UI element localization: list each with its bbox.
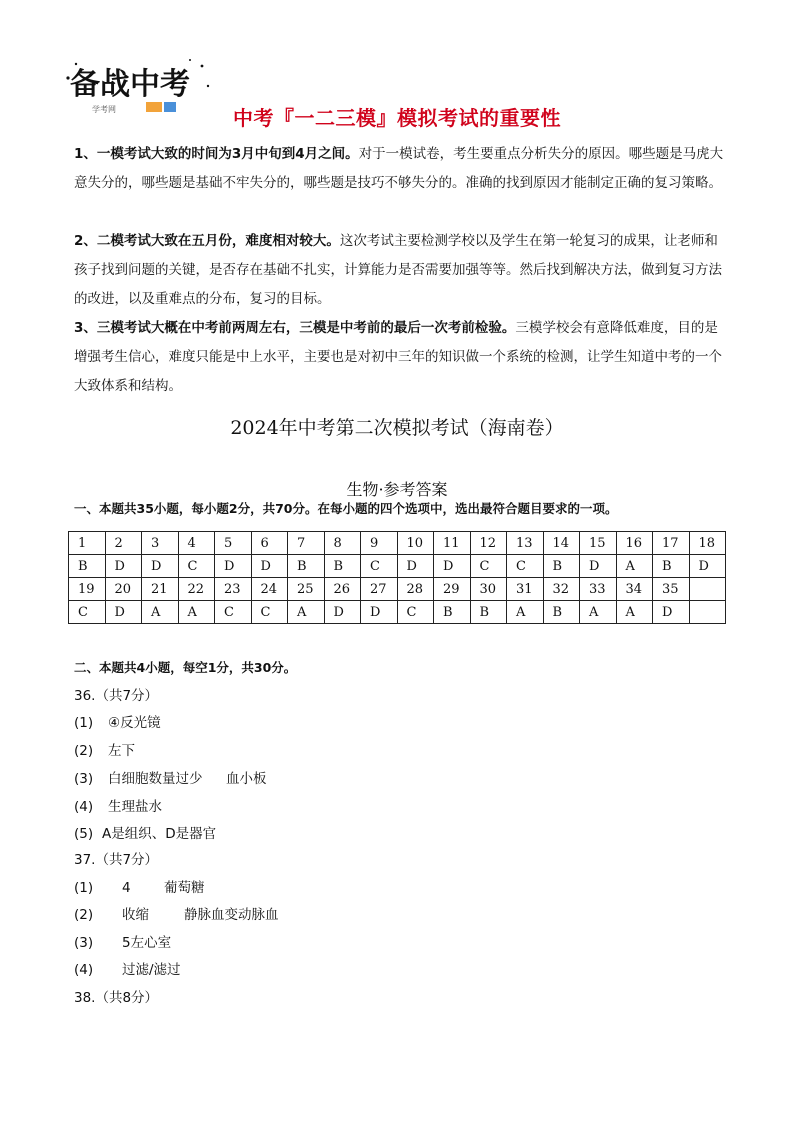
q36-item-3: [74, 767, 267, 787]
question-number-cell: 12: [470, 532, 507, 555]
answer-cell: D: [434, 555, 471, 578]
question-number-cell: 5: [215, 532, 252, 555]
item-number: (4): [74, 799, 94, 815]
question-number-cell: 9: [361, 532, 398, 555]
answer-a: 5左心室: [122, 935, 172, 951]
question-number-cell: 25: [288, 578, 325, 601]
paragraph-2: [74, 227, 724, 314]
answer-cell: D: [361, 601, 398, 624]
answer-b: 静脉血变动脉血: [184, 907, 279, 923]
paragraph-2-lead: 2、二模考试大致在五月份，难度相对较大。: [74, 233, 340, 249]
document-subtitle: 生物·参考答案: [346, 480, 448, 499]
item-number: (4): [74, 962, 94, 978]
question-number-cell: 15: [580, 532, 617, 555]
section-2-heading: 二、本题共4小题，每空1分，共30分。: [74, 660, 297, 675]
logo-text: 备战中考: [70, 67, 190, 102]
paragraph-1-lead: 1、一模考试大致的时间为3月中旬到4月之间。: [74, 146, 359, 162]
question-number-cell: 30: [470, 578, 507, 601]
question-number-cell: 22: [178, 578, 215, 601]
question-number-cell: 13: [507, 532, 544, 555]
q36-item-4: [74, 795, 162, 815]
question-number-cell: 18: [689, 532, 726, 555]
question-number-cell: 1: [69, 532, 106, 555]
item-number: (3): [74, 771, 94, 787]
document-title: 2024年中考第二次模拟考试（海南卷）: [230, 417, 564, 439]
answer-cell: C: [178, 555, 215, 578]
answer-table-row: [69, 601, 726, 624]
banner-title: 中考『一二三模』模拟考试的重要性: [233, 106, 561, 130]
answer-cell: B: [543, 555, 580, 578]
answer-a: 过滤/滤过: [122, 962, 181, 978]
answer-cell: C: [251, 601, 288, 624]
answer-cell: A: [580, 601, 617, 624]
question-number-cell: 6: [251, 532, 288, 555]
question-number-cell: 11: [434, 532, 471, 555]
answer-cell: D: [142, 555, 179, 578]
answer-cell: A: [507, 601, 544, 624]
question-number-cell: 4: [178, 532, 215, 555]
answer-cell: D: [324, 601, 361, 624]
answer-cell: C: [69, 601, 106, 624]
answer-cell: D: [105, 555, 142, 578]
item-number: (2): [74, 743, 94, 759]
paragraph-1: [74, 140, 724, 198]
paragraph-3-lead: 3、三模考试大概在中考前两周左右，三模是中考前的最后一次考前检验。: [74, 320, 516, 336]
answer-cell: C: [507, 555, 544, 578]
q37-item-1: [74, 876, 205, 896]
question-number-cell: 10: [397, 532, 434, 555]
answer-cell: B: [69, 555, 106, 578]
paragraph-2-body: 这次考试主要检测学校以及学生在第一轮复习的成果，让老师和孩子找到问题的关键，是否存在基础不扎实，计算能力是否需要加强等等。然后找到解决方法，做到复习方法的改进，以及重难点的分布，复习的目标。: [74, 233, 722, 307]
question-number-cell: [689, 578, 726, 601]
answer-cell: C: [397, 601, 434, 624]
question-number-cell: 14: [543, 532, 580, 555]
answer-a: 4: [122, 880, 131, 896]
answer-cell: D: [251, 555, 288, 578]
answer-cell: A: [142, 601, 179, 624]
question-number-cell: 2: [105, 532, 142, 555]
answer-cell: A: [178, 601, 215, 624]
question-number-cell: 35: [653, 578, 690, 601]
answer-cell: D: [689, 555, 726, 578]
answer-cell: D: [105, 601, 142, 624]
section-1-heading: 一、本题共35小题，每小题2分，共70分。在每小题的四个选项中，选出最符合题目要求的一项。: [74, 501, 618, 516]
item-number: (1): [74, 715, 94, 731]
paragraph-3-body: 三模学校会有意降低难度，目的是增强考生信心，难度只能是中上水平，主要也是对初中三年的知识做一个系统的检测，让学生知道中考的一个大致体系和结构。: [74, 320, 722, 394]
answer-cell: D: [580, 555, 617, 578]
question-number-cell: 27: [361, 578, 398, 601]
question-number-cell: 26: [324, 578, 361, 601]
question-number-cell: 24: [251, 578, 288, 601]
q36-item-1: [74, 711, 161, 731]
answer-cell: D: [215, 555, 252, 578]
answer-b: 葡萄糖: [164, 880, 205, 896]
q37-item-3: [74, 931, 171, 951]
answer-cell: A: [288, 601, 325, 624]
answer-cell: B: [653, 555, 690, 578]
answer-cell: [689, 601, 726, 624]
item-number: (3): [74, 935, 94, 951]
answer-cell: D: [397, 555, 434, 578]
item-number: (1): [74, 880, 94, 896]
question-number-cell: 7: [288, 532, 325, 555]
q37-item-2: [74, 903, 279, 923]
answer-table-row: [69, 578, 726, 601]
paragraph-1-body: 对于一模试卷，考生要重点分析失分的原因。哪些题是马虎大意失分的，哪些题是基础不牢失分的，哪些题是技巧不够失分的。准确的找到原因才能制定正确的复习策略。: [74, 146, 724, 191]
q36-item-5: [74, 822, 216, 842]
logo-subtext: 学考网: [92, 105, 116, 114]
item-number: (2): [74, 907, 94, 923]
answer-a: 生理盐水: [108, 799, 162, 815]
question-number-cell: 20: [105, 578, 142, 601]
answer-b: 血小板: [226, 771, 267, 787]
question-number-cell: 29: [434, 578, 471, 601]
question-number-cell: 34: [616, 578, 653, 601]
q36-header: 36.（共7分）: [74, 688, 159, 704]
answer-cell: B: [434, 601, 471, 624]
question-number-cell: 16: [616, 532, 653, 555]
answer-a: 左下: [108, 743, 135, 759]
question-number-cell: 3: [142, 532, 179, 555]
answer-a: ④反光镜: [108, 715, 161, 731]
answer-table-row: [69, 555, 726, 578]
question-number-cell: 21: [142, 578, 179, 601]
answer-cell: C: [361, 555, 398, 578]
q37-item-4: [74, 958, 181, 978]
answer-cell: B: [288, 555, 325, 578]
question-number-cell: 31: [507, 578, 544, 601]
answer-cell: B: [543, 601, 580, 624]
question-number-cell: 8: [324, 532, 361, 555]
answer-a: 收缩: [122, 907, 149, 923]
question-number-cell: 17: [653, 532, 690, 555]
question-number-cell: 19: [69, 578, 106, 601]
paragraph-3: [74, 314, 724, 401]
answer-cell: C: [215, 601, 252, 624]
answer-a: 白细胞数量过少: [108, 771, 203, 787]
answer-cell: D: [653, 601, 690, 624]
answer-cell: A: [616, 601, 653, 624]
answer-cell: A: [616, 555, 653, 578]
question-number-cell: 28: [397, 578, 434, 601]
answer-cell: B: [470, 601, 507, 624]
answer-a: A是组织、D是器官: [102, 826, 217, 842]
answer-cell: C: [470, 555, 507, 578]
answer-table: [68, 531, 726, 624]
answer-cell: B: [324, 555, 361, 578]
question-number-cell: 32: [543, 578, 580, 601]
q36-item-2: [74, 739, 135, 759]
question-number-cell: 33: [580, 578, 617, 601]
answer-table-row: [69, 532, 726, 555]
q38-header: 38.（共8分）: [74, 990, 159, 1006]
q37-header: 37.（共7分）: [74, 852, 159, 868]
question-number-cell: 23: [215, 578, 252, 601]
item-number: (5): [74, 826, 94, 842]
